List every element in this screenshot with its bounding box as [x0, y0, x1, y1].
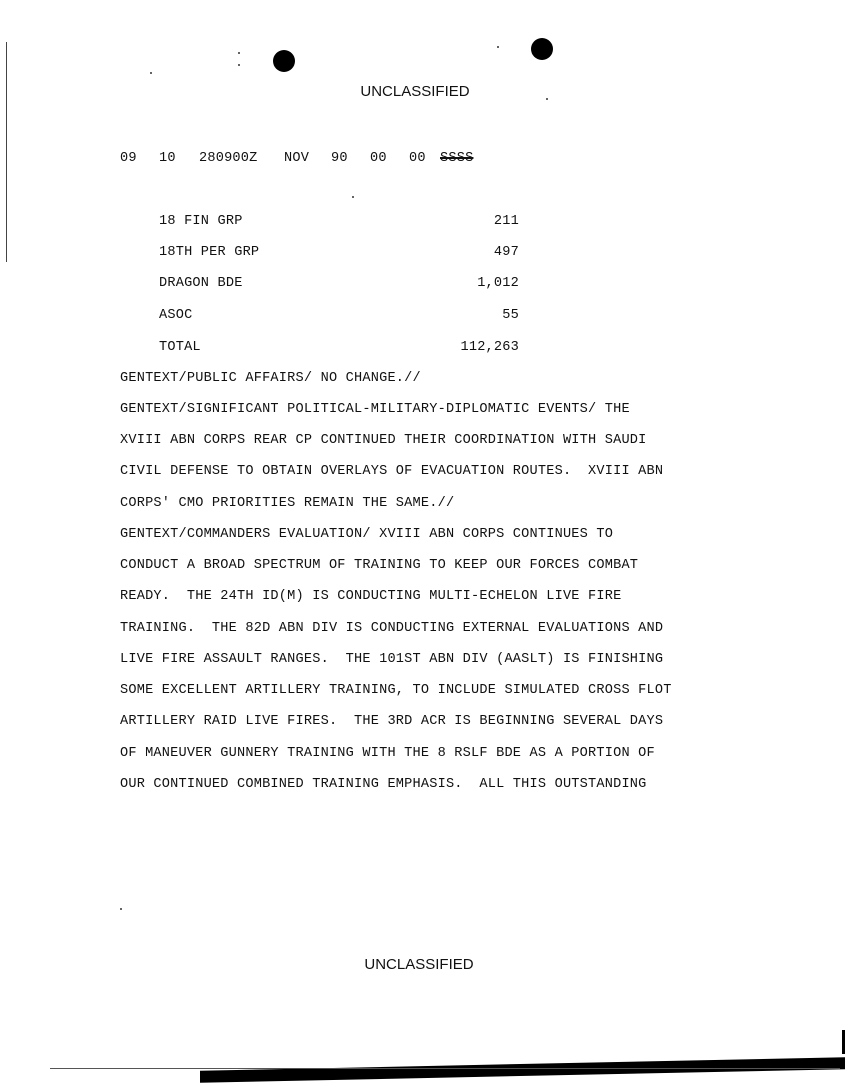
header-field-struck: SSSS: [440, 151, 474, 166]
unit-row: [159, 245, 519, 263]
unit-count: 1,012: [477, 276, 519, 291]
scan-speck: [238, 64, 240, 66]
unit-count: 55: [502, 308, 519, 323]
body-line: READY. THE 24TH ID(M) IS CONDUCTING MULTI-ECHELON LIVE FIRE: [120, 589, 622, 604]
body-line: GENTEXT/PUBLIC AFFAIRS/ NO CHANGE.//: [120, 371, 421, 386]
unit-name: ASOC: [159, 308, 193, 323]
body-line: TRAINING. THE 82D ABN DIV IS CONDUCTING EXTERNAL EVALUATIONS AND: [120, 621, 664, 636]
body-line: CORPS' CMO PRIORITIES REMAIN THE SAME.//: [120, 496, 455, 511]
classification-top: UNCLASSIFIED: [360, 83, 470, 100]
unit-row-total: [159, 340, 519, 358]
body-line: CONDUCT A BROAD SPECTRUM OF TRAINING TO KEEP OUR FORCES COMBAT: [120, 558, 639, 573]
unit-row: [159, 214, 519, 232]
unit-row: [159, 308, 519, 326]
body-line: ARTILLERY RAID LIVE FIRES. THE 3RD ACR IS BEGINNING SEVERAL DAYS: [120, 714, 664, 729]
body-line: CIVIL DEFENSE TO OBTAIN OVERLAYS OF EVACUATION ROUTES. XVIII ABN: [120, 464, 664, 479]
header-field: 280900Z: [199, 151, 258, 166]
header-field: 00: [409, 151, 426, 166]
header-field: NOV: [284, 151, 310, 166]
body-line: OF MANEUVER GUNNERY TRAINING WITH THE 8 RSLF BDE AS A PORTION OF: [120, 746, 655, 761]
scan-speck: [352, 196, 354, 198]
body-line: SOME EXCELLENT ARTILLERY TRAINING, TO INCLUDE SIMULATED CROSS FLOT: [120, 683, 672, 698]
scan-speck: [120, 908, 122, 910]
header-field: 09: [120, 151, 137, 166]
unit-name: DRAGON BDE: [159, 276, 243, 291]
unit-count: 112,263: [460, 340, 519, 355]
header-field: 00: [370, 151, 387, 166]
scan-speck: [238, 52, 240, 54]
scan-right-edge-mark: [842, 1030, 845, 1054]
scan-speck: [150, 72, 152, 74]
punch-hole-left: [273, 50, 295, 72]
header-field: 90: [331, 151, 348, 166]
body-line: XVIII ABN CORPS REAR CP CONTINUED THEIR COORDINATION WITH SAUDI: [120, 433, 647, 448]
header-field: 10: [159, 151, 176, 166]
unit-count: 497: [493, 245, 519, 260]
scan-left-edge-line: [6, 42, 7, 262]
body-line: OUR CONTINUED COMBINED TRAINING EMPHASIS. ALL THIS OUTSTANDING: [120, 777, 647, 792]
scan-speck: [497, 46, 499, 48]
body-line: GENTEXT/SIGNIFICANT POLITICAL-MILITARY-DIPLOMATIC EVENTS/ THE: [120, 402, 630, 417]
classification-bottom: UNCLASSIFIED: [364, 956, 474, 973]
punch-hole-right: [531, 38, 553, 60]
unit-name: TOTAL: [159, 340, 201, 355]
scan-bottom-line: [50, 1068, 840, 1069]
scan-bottom-bar: [200, 1057, 845, 1083]
unit-name: 18TH PER GRP: [159, 245, 260, 260]
unit-count: 211: [493, 214, 519, 229]
body-line: GENTEXT/COMMANDERS EVALUATION/ XVIII ABN CORPS CONTINUES TO: [120, 527, 614, 542]
unit-name: 18 FIN GRP: [159, 214, 243, 229]
unit-row: [159, 276, 519, 294]
body-line: LIVE FIRE ASSAULT RANGES. THE 101ST ABN DIV (AASLT) IS FINISHING: [120, 652, 664, 667]
